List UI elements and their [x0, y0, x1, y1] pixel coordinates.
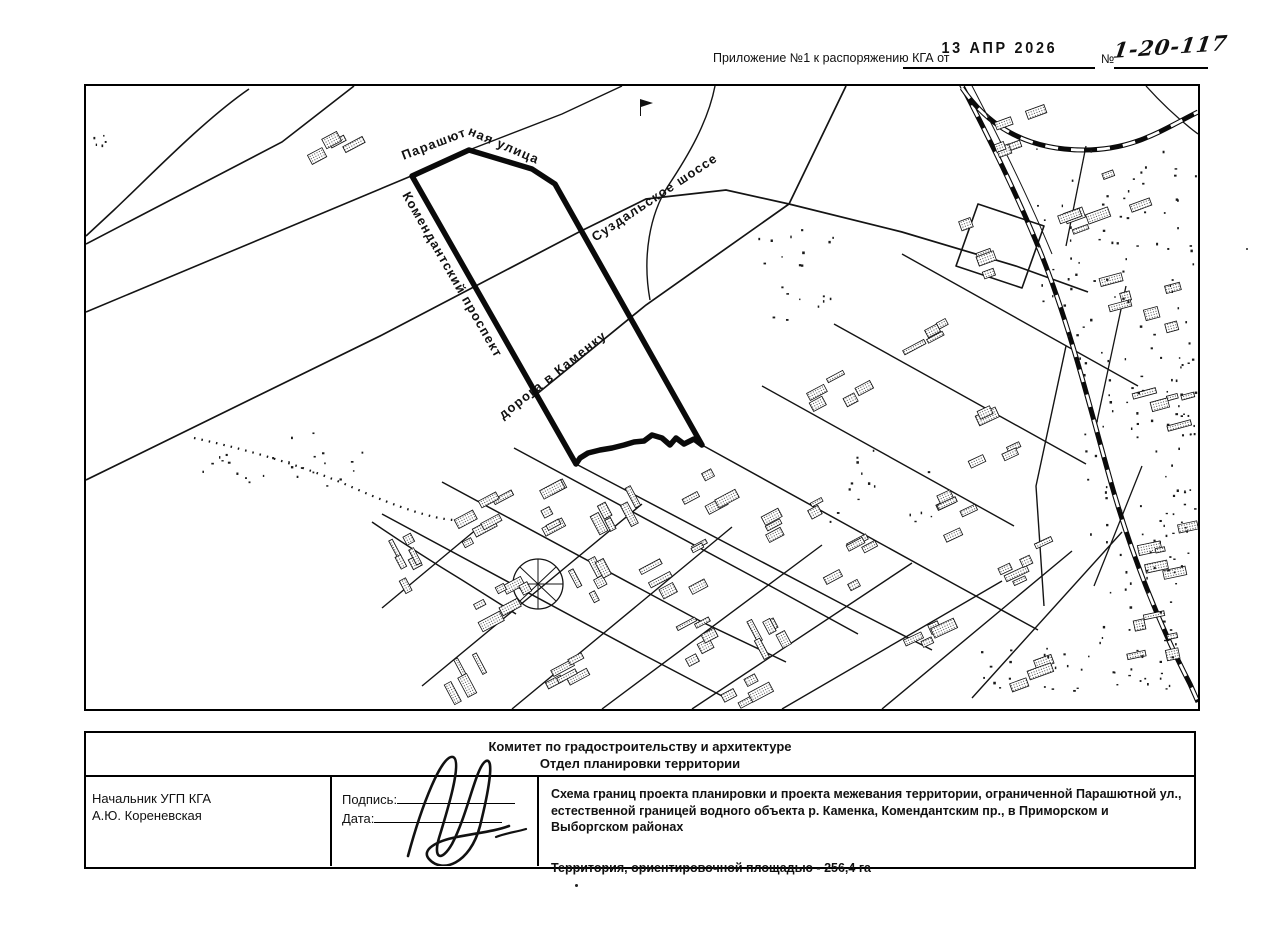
date-stamp: 13 АПР 2026	[941, 40, 1057, 57]
date-label: Дата:	[342, 811, 375, 826]
number-sign: №	[1101, 52, 1115, 66]
date-line	[374, 810, 502, 823]
street-label-parashyutnaya: Парашютная улица	[399, 123, 542, 167]
official-position: Начальник УГП КГА	[92, 791, 212, 806]
org-header	[86, 733, 1194, 777]
official-name: А.Ю. Кореневская	[92, 808, 202, 823]
document-number-handwritten: 1-20-117	[1111, 30, 1230, 63]
industrial-block-outline	[956, 204, 1044, 288]
org-dept: Отдел планировки территории	[539, 756, 741, 771]
title-block	[84, 731, 1196, 875]
flag-marker	[640, 99, 653, 116]
street-label-doroga-v-kamenku: дорога в Каменку	[495, 327, 610, 422]
area-note: Территория, ориентировочной площадью - 256,4 га	[551, 860, 871, 875]
official-cell	[86, 777, 332, 866]
org-name: Комитет по градостроительству и архитектуре	[488, 739, 792, 754]
street-label-komendantsky: Комендантский проспект	[399, 188, 506, 361]
map-frame	[84, 84, 1200, 711]
scheme-description: Схема границ проекта планировки и проекта межевания территории, ограниченной Парашютной ул., естественной границей водного объекта р. Каменка, Комендантским пр., в Приморском и Выборгском районах	[551, 787, 1182, 834]
vegetation-dots-layer	[93, 135, 1197, 692]
appendix-label: Приложение №1 к распоряжению КГА от	[713, 51, 950, 65]
territory-map	[86, 86, 1198, 709]
signature-line	[397, 791, 515, 804]
street-label-suzdalskoe: Суздальское шоссе	[588, 150, 721, 245]
date-stamp-field	[903, 40, 1095, 69]
map-features	[194, 99, 1044, 609]
treeline-dotted	[194, 438, 454, 520]
signature-cell	[332, 777, 539, 866]
scan-speck	[1246, 248, 1248, 250]
scan-speck	[575, 884, 578, 887]
roads-layer	[86, 86, 1198, 709]
document-number-field	[1111, 30, 1230, 69]
signature-label: Подпись:	[342, 792, 398, 807]
description-cell	[539, 777, 1194, 875]
